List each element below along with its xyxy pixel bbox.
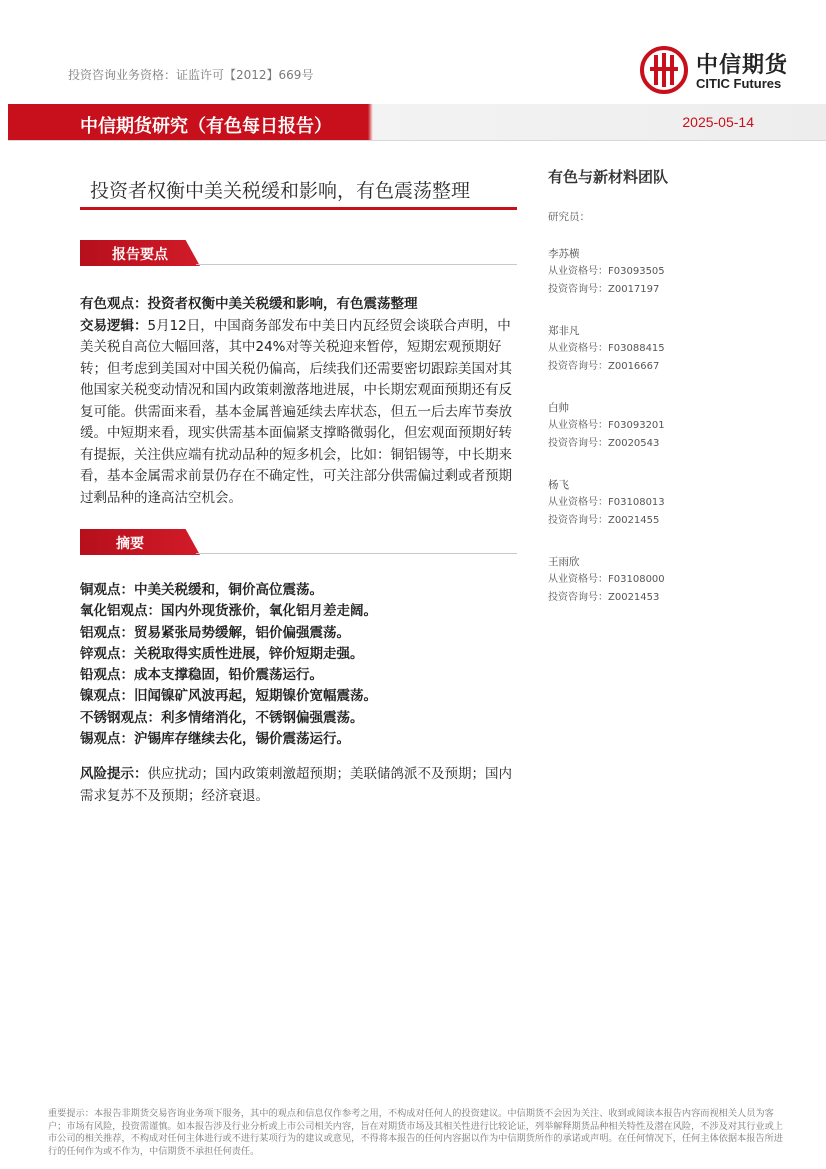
consulting-number: 投资咨询号：Z0016667 [548,361,660,372]
researcher-name: 杨飞 [548,479,569,491]
risk-text: 供应扰动；国内政策刺激超预期；美联储鸽派不及预期；国内需求复苏不及预期；经济衰退。 [80,766,512,804]
section-tag-summary [80,529,200,555]
consulting-number: 投资咨询号：Z0017197 [548,284,660,295]
logic-text: 5月12日，中国商务部发布中美日内瓦经贸会谈联合声明，中美关税自高位大幅回落，其中24%对等关税迎来暂停，短期宏观预期好转；但考虑到美国对中国关税仍偏高，后续我们还需要密切跟踪美国对其他国家关税变动情况和国内政策刺激落地进展，中长期宏观面预期还有反复可能。供需面来看，基本金属普遍延续去库状态，但五一后去库节奏放缓。中短期来看，现实供需基本面偏紧支撑略微弱化，但宏观面预期好转有提振，关注供应端有扰动品种的短多机会，比如：铜铝锡等，中长期来看，基本金属需求前景仍存在不确定性，可关注部分供需偏过剩或者预期过剩品种的逢高沽空机会。 [80,317,512,506]
qualification-number: 从业资格号：F03088415 [548,343,665,354]
observation-list [80,580,522,750]
main-title: 投资者权衡中美关税缓和影响，有色震荡整理 [90,180,471,202]
logo-chinese-name: 中信期货 [696,53,789,78]
section-label: 摘要 [116,536,144,552]
observation-nickel: 镍观点：旧闻镍矿风波再起，短期镍价宽幅震荡。 [80,688,377,705]
logic-label: 交易逻辑： [80,317,148,334]
section-divider [196,553,517,554]
report-header-bar [8,104,826,141]
researcher-name: 郑非凡 [548,325,580,337]
qualification-number: 从业资格号：F03093505 [548,266,665,277]
key-points-body [80,294,522,509]
observation-tin: 锡观点：沪锡库存继续去化，锡价震荡运行。 [80,731,350,748]
consulting-number: 投资咨询号：Z0020543 [548,438,660,449]
view-text: 投资者权衡中美关税缓和影响，有色震荡整理 [147,296,418,312]
section-tag-key-points [80,240,200,266]
observation-lead: 铅观点：成本支撑稳固，铅价震荡运行。 [80,667,323,684]
team-title: 有色与新材料团队 [548,168,669,186]
risk-label: 风险提示： [80,766,148,782]
report-series-title: 中信期货研究（有色每日报告） [80,116,332,137]
view-label: 有色观点： [80,296,148,312]
observation-aluminum: 铝观点：贸易紧张局势缓解，铝价偏强震荡。 [80,624,350,641]
researcher-entry [548,323,788,376]
researcher-label: 研究员： [548,211,590,223]
researcher-name: 王雨欣 [548,556,580,568]
qualification-number: 从业资格号：F03108013 [548,497,665,508]
consulting-number: 投资咨询号：Z0021453 [548,592,660,603]
observation-alumina: 氧化铝观点：国内外现货涨价，氧化铝月差走阔。 [80,603,377,620]
overall-view [80,294,522,316]
researcher-name: 李苏横 [548,248,580,260]
researcher-name: 白帅 [548,402,569,414]
license-text: 投资咨询业务资格：证监许可【2012】669号 [68,68,314,82]
report-date: 2025-05-14 [682,114,754,130]
disclaimer-text: 重要提示：本报告非期货交易咨询业务项下服务，其中的观点和信息仅作参考之用，不构成对任何人的投资建议。中信期货不会因为关注、收到或阅读本报告内容而视相关人员为客户；市场有风险，投资需谨慎。如本报告涉及行业分析或上市公司相关内容，旨在对期货市场及其相关性进行比较论证，列举解释期货品种相关特性及潜在风险，不涉及对其行业或上市公司的相关推荐，不构成对任何主体进行或不进行某项行为的建议或意见，不得将本报告的任何内容据以作为中信期货所作的承诺或声明。在任何情况下，任何主体依据本报告所进行的任何作为或不作为，中信期货不承担任何责任。 [48,1108,783,1157]
logo-english-name: CITIC Futures [696,76,782,91]
researcher-entry [548,400,788,453]
researcher-entry [548,246,788,299]
researcher-entry [548,477,788,530]
qualification-number: 从业资格号：F03093201 [548,420,665,431]
team-sidebar [548,166,788,631]
observation-copper: 铜观点：中美关税缓和，铜价高位震荡。 [80,582,323,598]
section-label: 报告要点 [112,247,168,263]
researcher-entry [548,554,788,607]
trading-logic [80,316,522,510]
observation-zinc: 锌观点：关税取得实质性进展，锌价短期走强。 [80,645,364,662]
title-underline [80,207,517,210]
section-divider [196,264,517,265]
observation-stainless-steel: 不锈钢观点：利多情绪消化，不锈钢偏强震荡。 [80,709,364,726]
qualification-number: 从业资格号：F03108000 [548,574,665,585]
risk-warning [80,764,522,807]
consulting-number: 投资咨询号：Z0021455 [548,515,660,526]
citic-futures-logo [640,46,810,96]
citic-logo-icon [640,46,688,94]
